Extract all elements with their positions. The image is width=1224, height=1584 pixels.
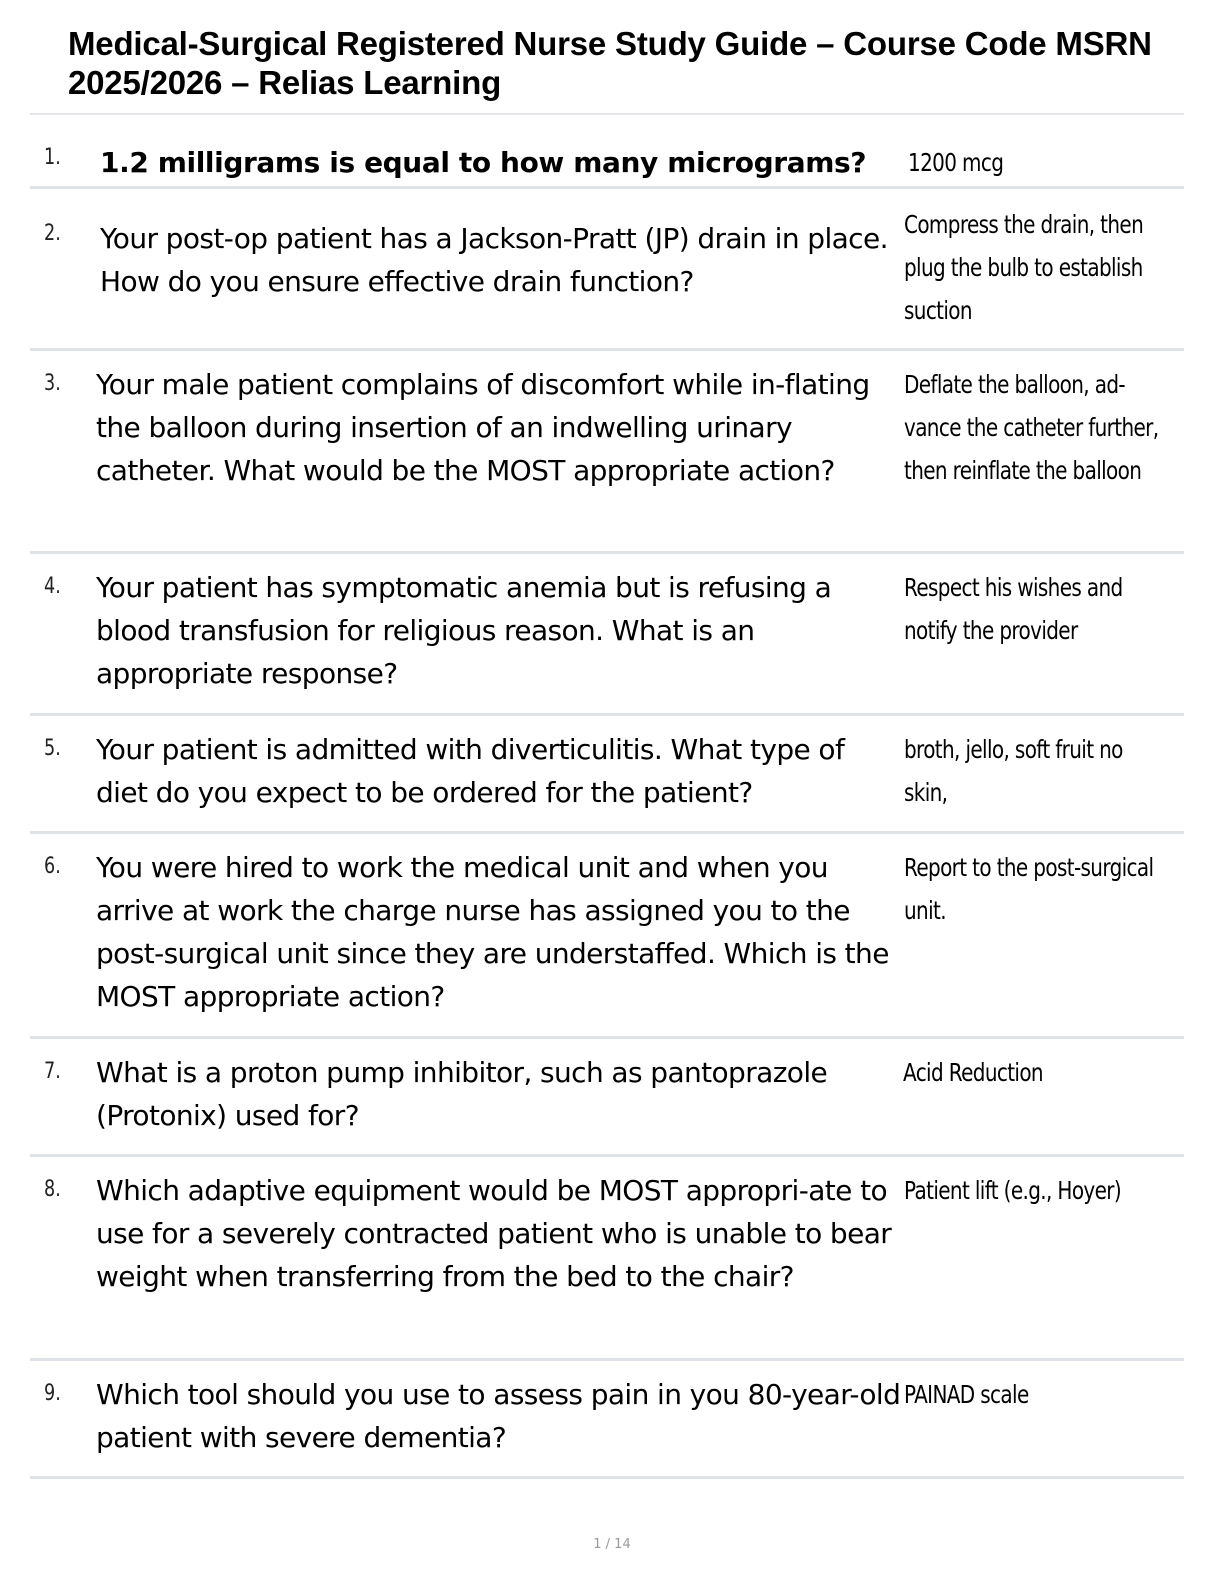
answer-text: Deflate the balloon, ad-vance the catheter further, then reinflate the balloon [904,370,1159,485]
question-row-7 [30,1039,1184,1157]
question-row-1 [30,115,1184,189]
page-indicator: 1 / 14 [593,1537,631,1552]
answer-text: Compress the drain, then plug the bulb to establish suction [904,210,1144,325]
question-number: 3. [44,371,61,396]
answer-text: Acid Reduction [903,1058,1043,1087]
question-number: 7. [44,1059,61,1084]
question-number: 1. [44,145,61,170]
document-title: Medical-Surgical Registered Nurse Study Guide – Course Code MSRN 2025/2026 – Relias Learning [68,25,1152,101]
question-number: 6. [44,854,61,879]
answer-text: Respect his wishes and notify the provider [904,573,1123,645]
question-text: You were hired to work the medical unit and when you arrive at work the charge nurse has assigned you to the post-surgical unit since they are understaffed. Which is the MOST appropriate action? [96,851,889,1013]
question-number: 5. [44,736,61,761]
answer-text: Report to the post-surgical unit. [904,853,1154,925]
question-row-5 [30,716,1184,834]
question-number: 2. [44,221,61,246]
question-row-9 [30,1361,1184,1479]
question-text: Your post-op patient has a Jackson-Pratt (JP) drain in place. How do you ensure effective drain function? [100,222,888,298]
question-row-8 [30,1157,1184,1361]
question-text: Your male patient complains of discomfort while in-flating the balloon during insertion of an indwelling urinary catheter. What would be the MOST appropriate action? [96,368,870,487]
question-number: 4. [44,574,61,599]
question-text: Which tool should you use to assess pain in you 80-year-old patient with severe dementia? [96,1378,901,1454]
question-text: 1.2 milligrams is equal to how many micrograms? [100,146,867,179]
question-number: 8. [44,1177,61,1202]
question-text: Which adaptive equipment would be MOST appropri-ate to use for a severely contracted patient who is unable to bear weight when transferring from the bed to the chair? [96,1174,892,1293]
question-text: Your patient is admitted with diverticulitis. What type of diet do you expect to be ordered for the patient? [96,733,845,809]
answer-text: PAINAD scale [904,1380,1029,1409]
question-text: What is a proton pump inhibitor, such as pantoprazole (Protonix) used for? [96,1056,828,1132]
answer-text: broth, jello, soft fruit no skin, [904,735,1123,807]
question-row-6 [30,834,1184,1039]
question-row-2 [30,189,1184,351]
question-number: 9. [44,1381,61,1406]
question-text: Your patient has symptomatic anemia but is refusing a blood transfusion for religious reason. What is an appropriate response? [96,571,832,690]
answer-text: 1200 mcg [908,148,1004,177]
question-row-3 [30,351,1184,554]
question-row-4 [30,554,1184,716]
question-list [30,115,1184,1479]
answer-text: Patient lift (e.g., Hoyer) [904,1176,1122,1205]
